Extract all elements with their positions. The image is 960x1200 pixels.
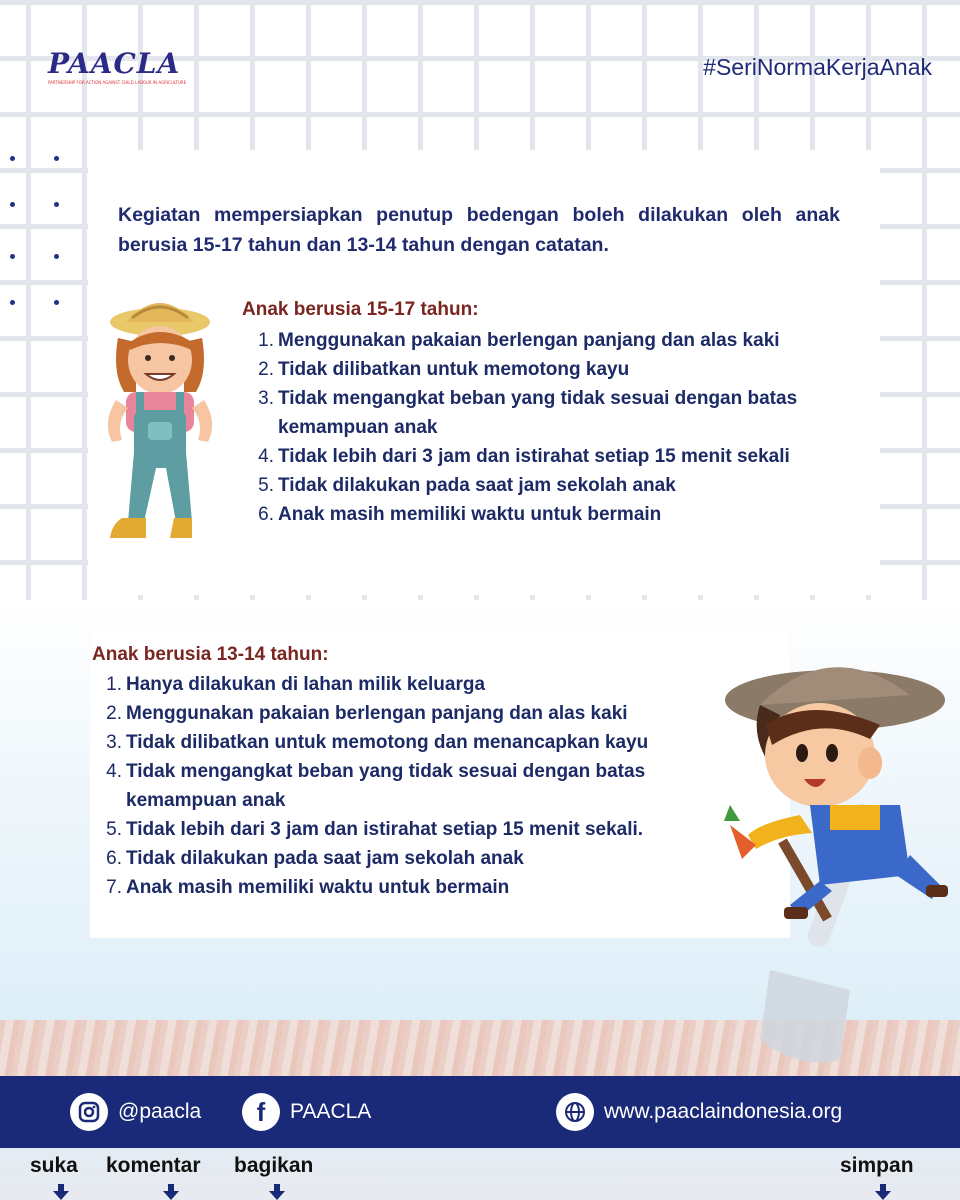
list-text: Anak masih memiliki waktu untuk bermain xyxy=(278,504,662,525)
comment-action[interactable]: komentar xyxy=(106,1154,201,1177)
list-number: 6. xyxy=(106,848,122,869)
arrow-down-icon xyxy=(52,1184,70,1200)
list-text: Tidak dilakukan pada saat jam sekolah anak xyxy=(278,475,676,496)
list-text: Anak masih memiliki waktu untuk bermain xyxy=(126,877,510,898)
list-text: Menggunakan pakaian berlengan panjang dan alas kaki xyxy=(278,330,780,351)
instagram-link[interactable] xyxy=(70,1076,201,1148)
list-item xyxy=(98,757,728,815)
list-number: 2. xyxy=(106,703,122,724)
list-number: 7. xyxy=(106,877,122,898)
list-item xyxy=(250,384,870,442)
list-number: 3. xyxy=(106,732,122,753)
globe-icon xyxy=(556,1093,594,1131)
list-item xyxy=(98,728,728,757)
list-text: Tidak lebih dari 3 jam dan istirahat setiap 15 menit sekali xyxy=(278,446,790,467)
facebook-icon: f xyxy=(242,1093,280,1131)
arrow-down-icon xyxy=(162,1184,180,1200)
boy-farmer-illustration xyxy=(720,655,950,925)
share-action[interactable]: bagikan xyxy=(234,1154,314,1177)
instagram-icon xyxy=(70,1093,108,1131)
list-number: 2. xyxy=(258,359,274,380)
list-number: 1. xyxy=(258,330,274,351)
website-link[interactable] xyxy=(556,1076,842,1148)
facebook-name: PAACLA xyxy=(290,1100,372,1123)
arrow-down-icon xyxy=(268,1184,286,1200)
list-number: 5. xyxy=(258,475,274,496)
brand-logo xyxy=(48,47,187,85)
list-item xyxy=(250,442,870,471)
list-number: 5. xyxy=(106,819,122,840)
list-item xyxy=(98,844,728,873)
list-text: Menggunakan pakaian berlengan panjang dan alas kaki xyxy=(126,703,628,724)
list-number: 4. xyxy=(258,446,274,467)
save-action[interactable]: simpan xyxy=(840,1154,914,1177)
instagram-handle: @paacla xyxy=(118,1100,202,1123)
list-item xyxy=(98,670,728,699)
hashtag: #SeriNormaKerjaAnak xyxy=(703,54,932,80)
list-item xyxy=(98,873,728,902)
list-text: Tidak lebih dari 3 jam dan istirahat setiap 15 menit sekali. xyxy=(126,819,644,840)
list-number: 3. xyxy=(258,388,274,409)
logo-text: PAACLA xyxy=(48,47,181,80)
section1-heading: Anak berusia 15-17 tahun: xyxy=(242,299,479,320)
list-number: 4. xyxy=(106,761,122,782)
list-number: 1. xyxy=(106,674,122,695)
intro-text: Kegiatan mempersiapkan penutup bedengan boleh dilakukan oleh anak berusia 15-17 tahun dan 13-14 tahun dengan catatan. xyxy=(118,204,840,256)
girl-farmer-illustration xyxy=(96,292,226,552)
like-action[interactable]: suka xyxy=(30,1154,78,1177)
section2-list xyxy=(98,670,728,902)
section2-heading: Anak berusia 13-14 tahun: xyxy=(92,644,329,665)
list-text: Tidak mengangkat beban yang tidak sesuai dengan batas kemampuan anak xyxy=(126,761,646,811)
list-item xyxy=(250,500,870,529)
list-text: Tidak dilibatkan untuk memotong dan menancapkan kayu xyxy=(126,732,649,753)
arrow-down-icon xyxy=(874,1184,892,1200)
website-url: www.paaclaindonesia.org xyxy=(604,1100,843,1123)
list-item xyxy=(250,471,870,500)
facebook-link[interactable] xyxy=(242,1076,371,1148)
list-text: Tidak mengangkat beban yang tidak sesuai dengan batas kemampuan anak xyxy=(278,388,798,438)
list-number: 6. xyxy=(258,504,274,525)
list-item xyxy=(98,815,728,844)
section1-list xyxy=(250,326,870,529)
list-item xyxy=(98,699,728,728)
list-text: Tidak dilibatkan untuk memotong kayu xyxy=(278,359,630,380)
list-text: Hanya dilakukan di lahan milik keluarga xyxy=(126,674,486,695)
list-item xyxy=(250,355,870,384)
list-text: Tidak dilakukan pada saat jam sekolah anak xyxy=(126,848,524,869)
footer-bar xyxy=(0,1076,960,1148)
logo-tagline: PARTNERSHIP FOR ACTION AGAINST CHILD LABOUR IN AGRICULTURE xyxy=(48,80,187,85)
list-item xyxy=(250,326,870,355)
